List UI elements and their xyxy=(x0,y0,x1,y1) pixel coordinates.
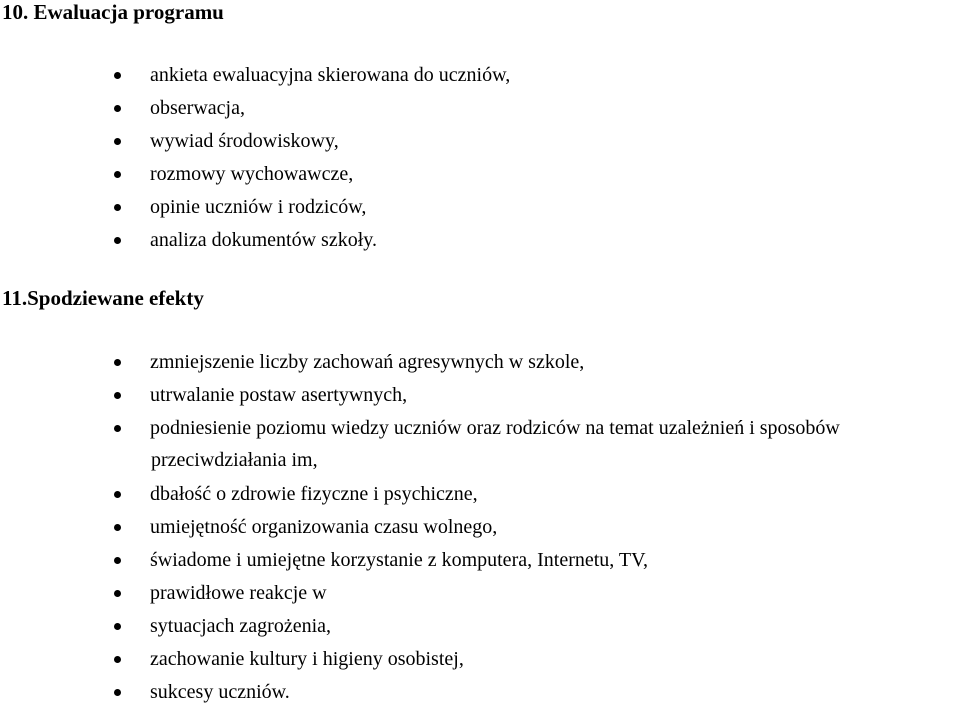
section-11-heading: 11.Spodziewane efekty xyxy=(2,286,204,310)
list-item-text: rozmowy wychowawcze, xyxy=(150,163,354,185)
bullet-icon xyxy=(114,689,121,696)
list-item-text: opinie uczniów i rodziców, xyxy=(150,196,367,218)
bullet-icon xyxy=(114,623,121,630)
section-10-heading: 10. Ewaluacja programu xyxy=(2,0,224,24)
list-item-text: umiejętność organizowania czasu wolnego, xyxy=(150,516,498,538)
bullet-icon xyxy=(114,204,121,211)
bullet-icon xyxy=(114,72,121,79)
bullet-icon xyxy=(114,138,121,145)
bullet-icon xyxy=(114,656,121,663)
bullet-icon xyxy=(114,557,121,564)
list-item-text: prawidłowe reakcje w xyxy=(150,582,327,604)
list-item-text: podniesienie poziomu wiedzy uczniów oraz rodziców na temat uzależnień i sposobów xyxy=(150,417,840,439)
list-item-text: obserwacja, xyxy=(150,97,245,119)
list-item-continuation-text: przeciwdziałania im, xyxy=(151,449,318,471)
bullet-icon xyxy=(114,171,121,178)
bullet-icon xyxy=(114,425,121,432)
bullet-icon xyxy=(114,105,121,112)
bullet-icon xyxy=(114,491,121,498)
list-item-text: ankieta ewaluacyjna skierowana do uczniów, xyxy=(150,64,511,86)
bullet-icon xyxy=(114,392,121,399)
list-item-text: wywiad środowiskowy, xyxy=(150,130,339,152)
bullet-icon xyxy=(114,359,121,366)
list-item-text: zachowanie kultury i higieny osobistej, xyxy=(150,648,464,670)
list-item-text: świadome i umiejętne korzystanie z komputera, Internetu, TV, xyxy=(150,549,649,571)
bullet-icon xyxy=(114,524,121,531)
list-item-text: sytuacjach zagrożenia, xyxy=(150,615,332,637)
bullet-icon xyxy=(114,590,121,597)
list-item-text: sukcesy uczniów. xyxy=(150,681,290,703)
list-item-text: utrwalanie postaw asertywnych, xyxy=(150,384,408,406)
list-item-text: dbałość o zdrowie fizyczne i psychiczne, xyxy=(150,483,478,505)
list-item-text: analiza dokumentów szkoły. xyxy=(150,229,377,251)
list-item-text: zmniejszenie liczby zachowań agresywnych w szkole, xyxy=(150,351,585,373)
bullet-icon xyxy=(114,237,121,244)
